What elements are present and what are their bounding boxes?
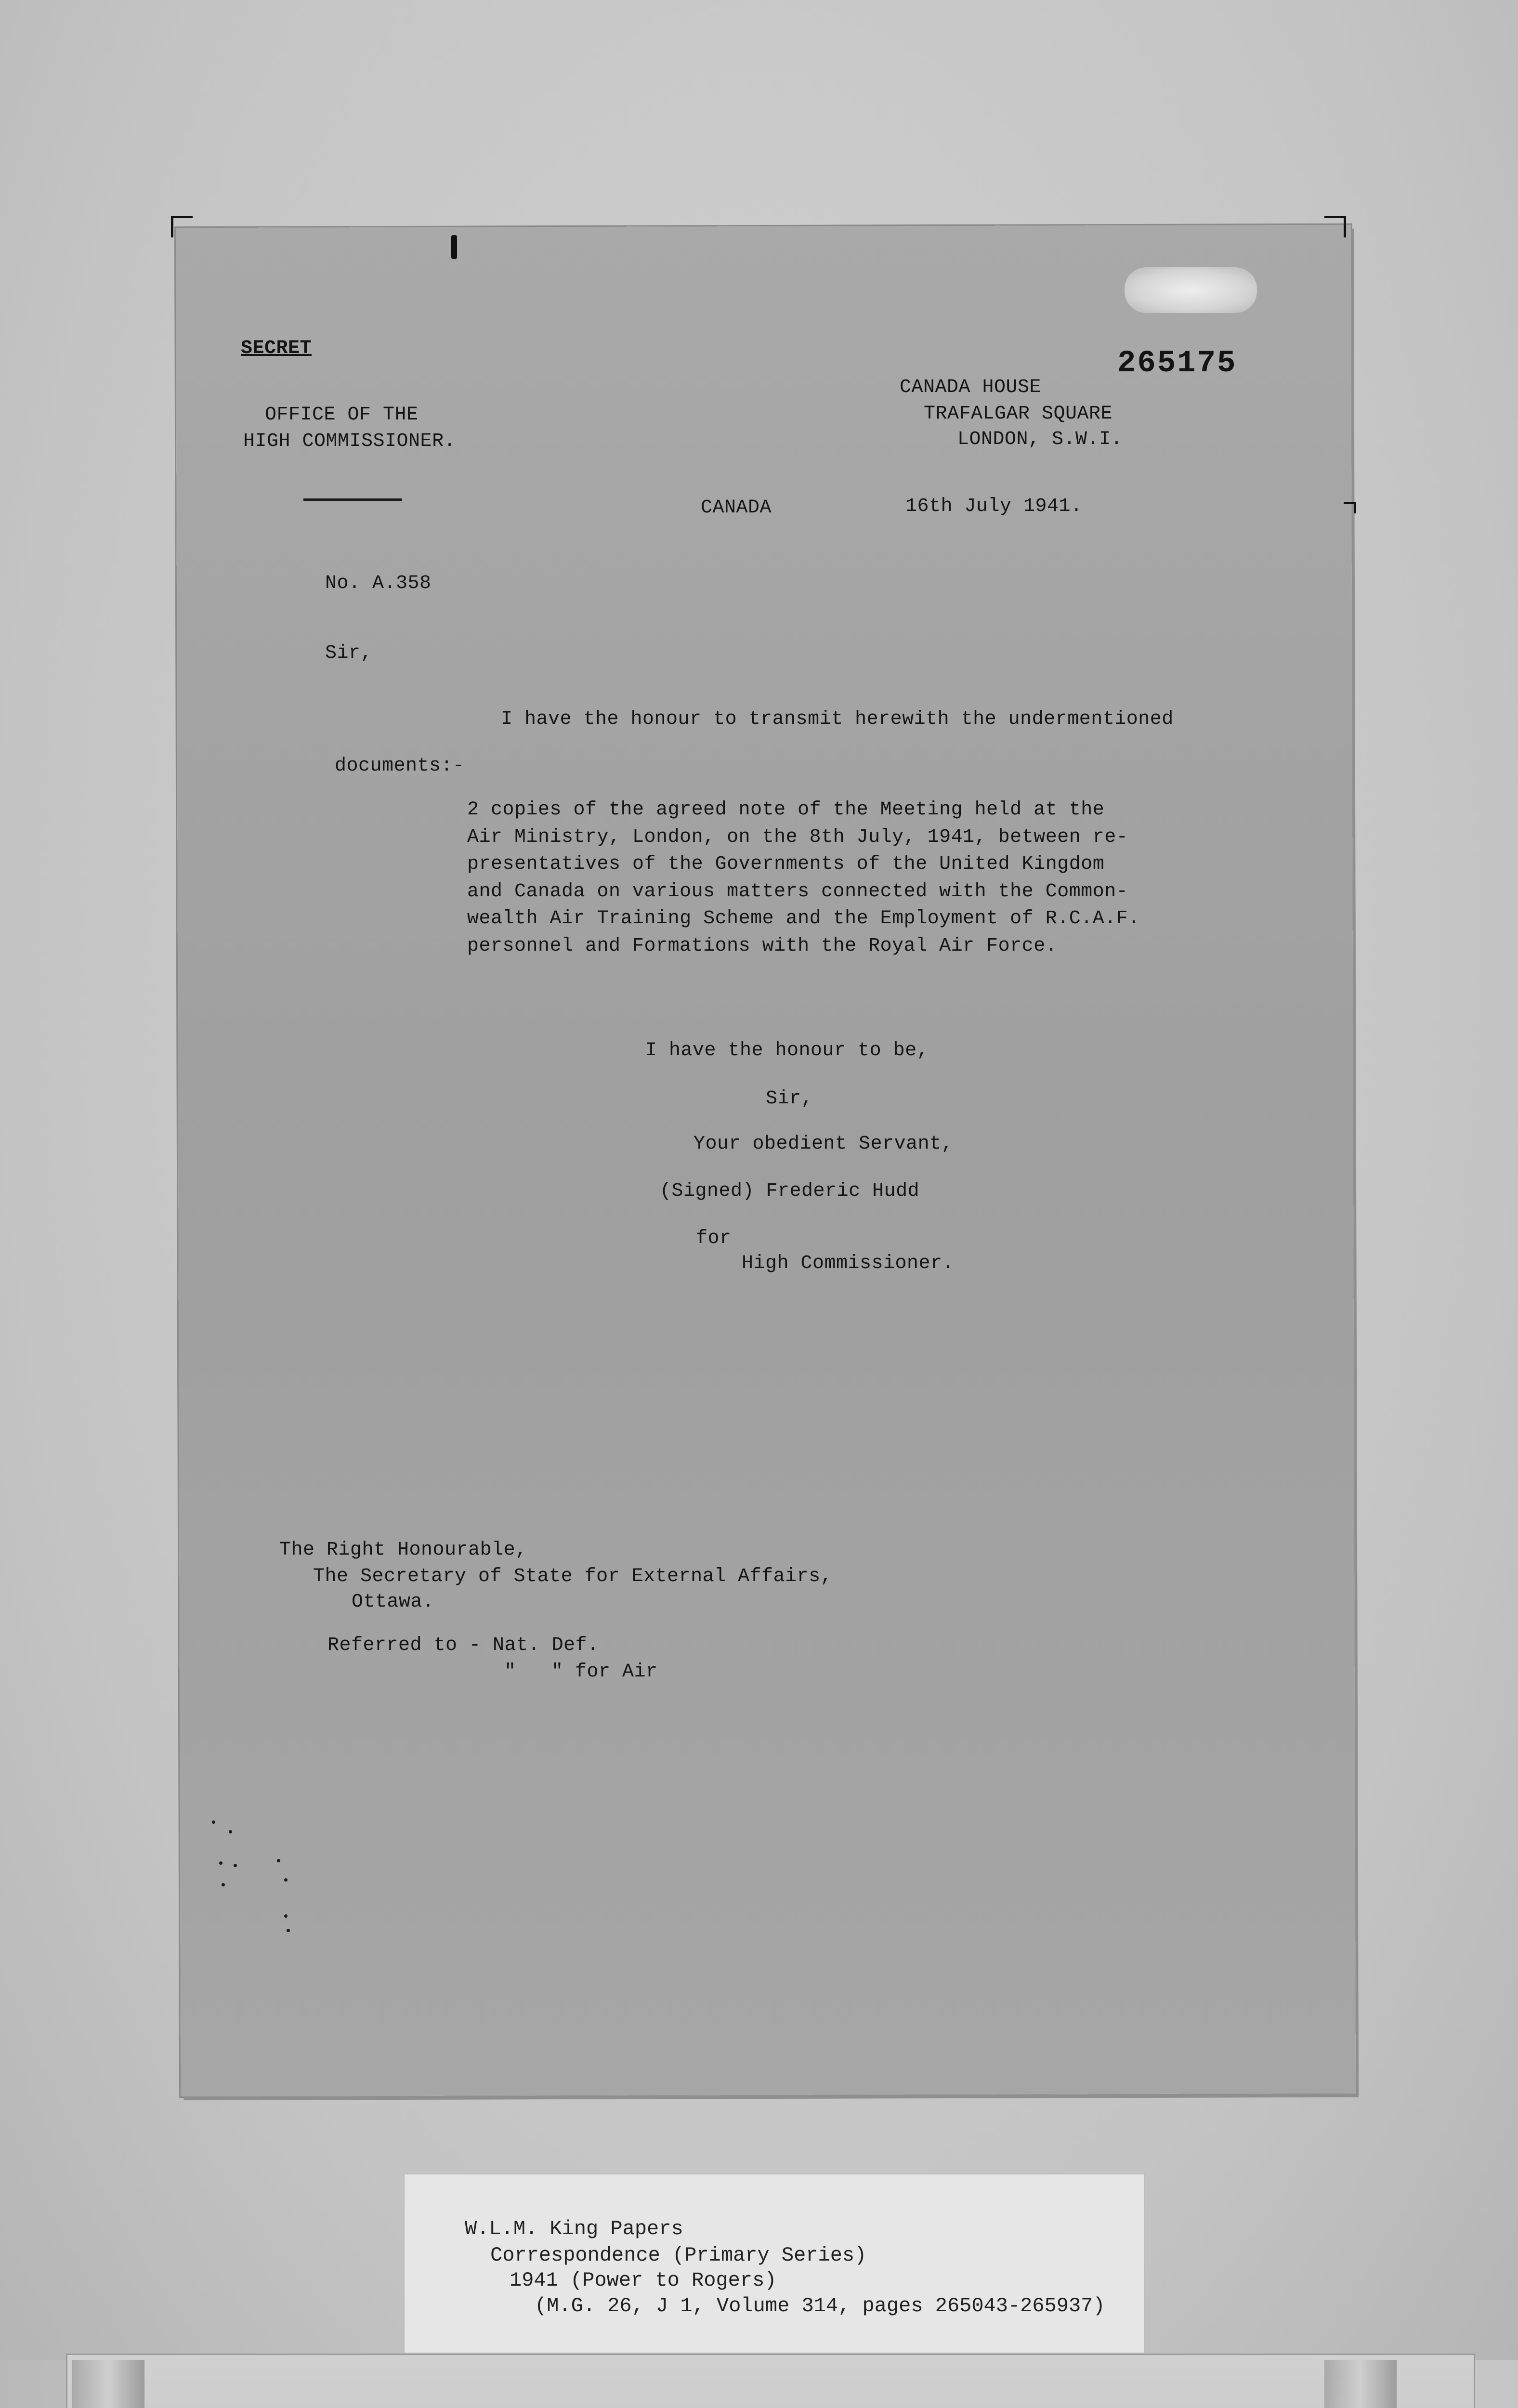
crop-mark-top-right [1324,216,1346,237]
address-line-3: LONDON, S.W.I. [957,429,1123,450]
referred-line-2: " " for Air [504,1661,658,1683]
item-line: and Canada on various matters connected with the Common- [467,881,1128,903]
office-line-2: HIGH COMMISSIONER. [243,431,456,452]
item-line: personnel and Formations with the Royal Air Force. [467,935,1058,957]
closing-line: Your obedient Servant, [694,1133,954,1155]
archive-stamp-board [67,2355,1474,2408]
body-line-2: documents:- [335,755,465,777]
crop-mark-top-left [171,216,193,237]
body-line-1: I have the honour to transmit herewith the undermentioned [501,708,1174,730]
board-post-right [1324,2360,1397,2408]
label-line-1: W.L.M. King Papers [465,2217,683,2240]
addressee-line: The Right Honourable, [279,1539,527,1561]
closing-line: I have the honour to be, [645,1040,929,1061]
referred-line-1: Referred to - Nat. Def. [327,1635,599,1656]
address-line-2: TRAFALGAR SQUARE [924,403,1113,425]
reference-number: No. A.358 [325,573,432,594]
item-line: Air Ministry, London, on the 8th July, 1941, between re- [467,826,1128,848]
item-line: presentatives of the Governments of the United Kingdom [467,853,1105,875]
addressee-line: The Secretary of State for External Affairs, [313,1566,833,1587]
closing-line: Sir, [766,1088,813,1110]
item-line: wealth Air Training Scheme and the Employment of R.C.A.F. [467,908,1140,929]
crop-mark-right [1344,502,1356,513]
archive-reference-label [405,2174,1144,2353]
address-line-1: CANADA HOUSE [900,377,1042,398]
tape-patch [1125,267,1257,313]
board-post-left [72,2360,144,2408]
classification-label: SECRET [241,338,312,359]
ink-specks [207,1820,303,1941]
document-number: 265175 [1117,346,1237,381]
label-line-2: Correspondence (Primary Series) [490,2244,867,2267]
item-line: 2 copies of the agreed note of the Meeting held at the [467,799,1105,821]
label-line-4: (M.G. 26, J 1, Volume 314, pages 265043-265937) [535,2294,1105,2317]
letter-date: 16th July 1941. [905,496,1083,517]
signature-line: (Signed) Frederic Hudd [660,1180,920,1202]
closing-line: for [696,1228,732,1249]
closing-line: High Commissioner. [742,1253,955,1274]
country-label: CANADA [701,497,772,519]
salutation: Sir, [325,642,373,664]
addressee-line: Ottawa. [352,1591,434,1613]
label-line-3: 1941 (Power to Rogers) [510,2269,777,2292]
header-rule [303,498,402,501]
pin-mark [451,235,457,259]
office-line-1: OFFICE OF THE [265,404,419,426]
